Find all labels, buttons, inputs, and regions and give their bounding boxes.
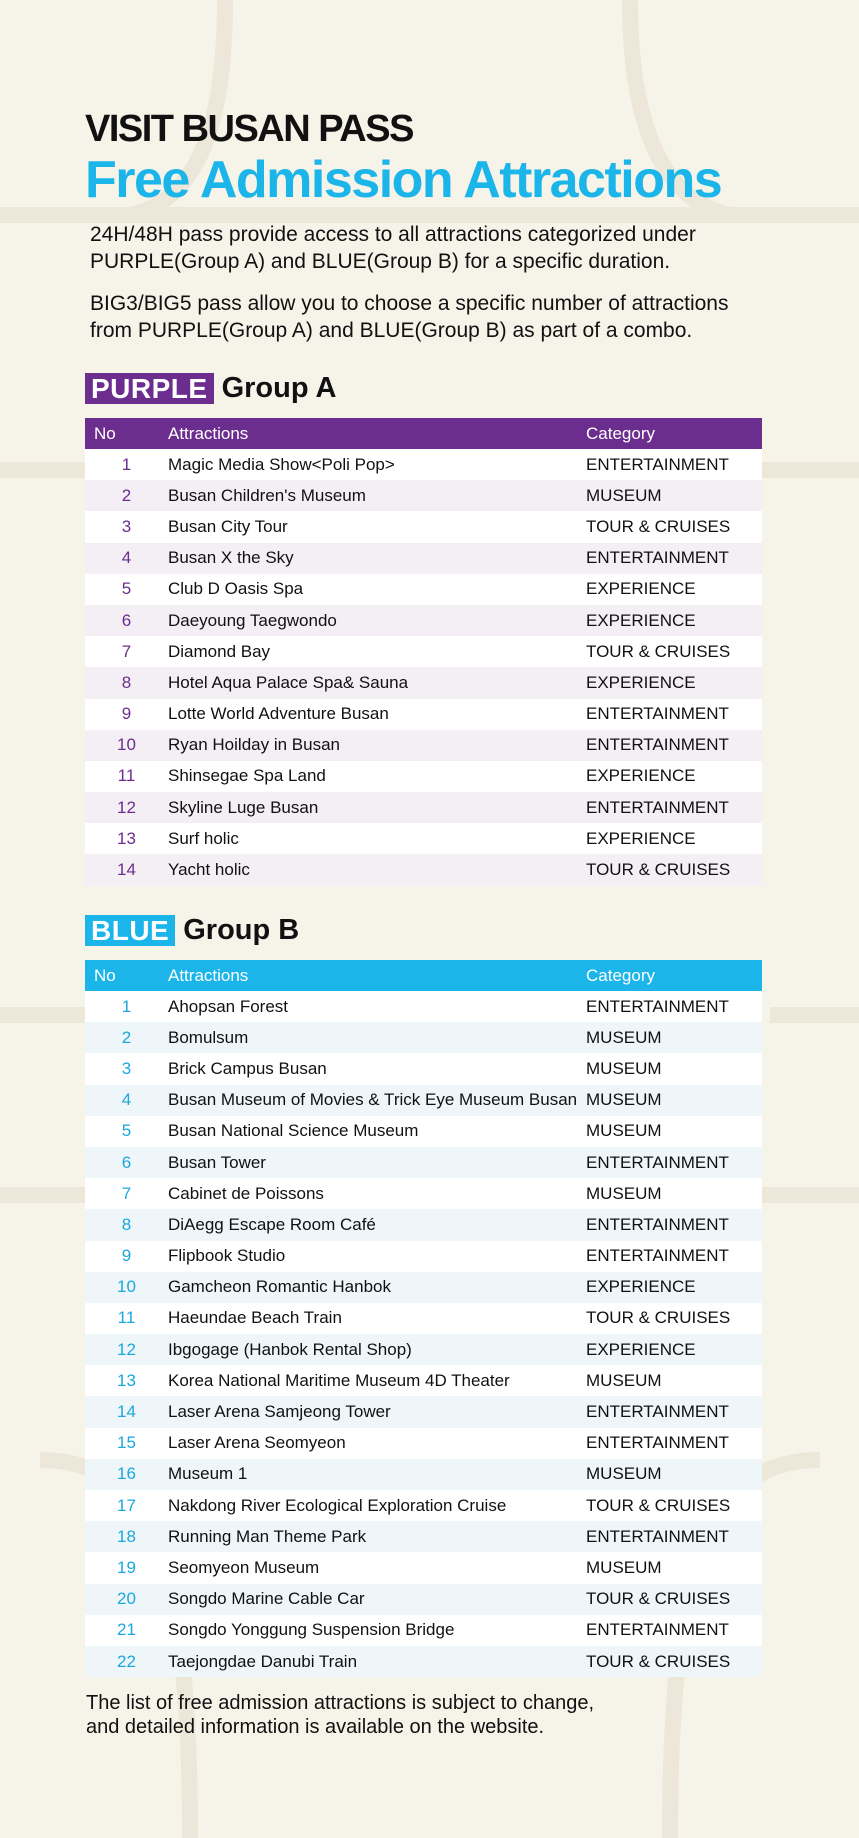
row-number	[85, 1428, 168, 1459]
row-number-text: 22	[117, 1651, 136, 1671]
attraction-category-text: ENTERTAINMENT	[586, 1246, 729, 1266]
row-number-text: 4	[121, 548, 132, 568]
attraction-name	[168, 605, 586, 636]
group-a-name: Group A	[221, 371, 337, 404]
attraction-name-text: Flipbook Studio	[168, 1246, 286, 1266]
row-number	[85, 1116, 168, 1147]
attraction-category-text: ENTERTAINMENT	[586, 1620, 729, 1640]
row-number	[85, 1241, 168, 1272]
row-number	[85, 1053, 168, 1084]
attraction-name	[168, 667, 586, 698]
attraction-category-text: ENTERTAINMENT	[586, 1526, 729, 1546]
row-number-text: 7	[121, 641, 132, 661]
attraction-name	[168, 1147, 586, 1178]
attraction-name-text: Running Man Theme Park	[168, 1526, 367, 1546]
table-header-row	[85, 960, 762, 991]
attraction-category-text: ENTERTAINMENT	[586, 1402, 729, 1422]
table-row	[85, 1490, 762, 1521]
attraction-name	[168, 1116, 586, 1147]
attraction-name-text: Museum 1	[168, 1464, 248, 1484]
attraction-category	[586, 605, 762, 636]
table-row	[85, 511, 762, 542]
row-number-text: 11	[117, 1308, 136, 1328]
attraction-name	[168, 1615, 586, 1646]
row-number-text: 1	[121, 454, 132, 474]
row-number	[85, 1272, 168, 1303]
attraction-name-text: Yacht holic	[168, 860, 250, 880]
attraction-name	[168, 1053, 586, 1084]
attraction-category-text: EXPERIENCE	[586, 610, 696, 630]
attraction-category	[586, 699, 762, 730]
attraction-name-text: Brick Campus Busan	[168, 1058, 327, 1078]
row-number-text: 16	[117, 1464, 136, 1484]
attraction-name	[168, 1334, 586, 1365]
row-number	[85, 1521, 168, 1552]
row-number	[85, 699, 168, 730]
attraction-name-text: Laser Arena Seomyeon	[168, 1433, 346, 1453]
attraction-category-text: ENTERTAINMENT	[586, 1152, 729, 1172]
row-number-text: 14	[117, 860, 136, 880]
row-number	[85, 1303, 168, 1334]
row-number-text: 6	[121, 610, 132, 630]
row-number-text: 5	[121, 579, 132, 599]
table-row	[85, 1241, 762, 1272]
attraction-name	[168, 480, 586, 511]
attraction-name-text: Busan X the Sky	[168, 548, 294, 568]
attraction-category-text: EXPERIENCE	[586, 766, 696, 786]
table-row	[85, 543, 762, 574]
column-header-attractions: Attractions	[168, 960, 586, 991]
attraction-name-text: Korea National Maritime Museum 4D Theater	[168, 1370, 510, 1390]
row-number-text: 12	[117, 797, 136, 817]
intro-paragraph-duration: 24H/48H pass provide access to all attractions categorized under PURPLE(Group A) and BLUE(Group B) for a specific duration.	[90, 223, 696, 273]
attraction-category	[586, 480, 762, 511]
attraction-category	[586, 1085, 762, 1116]
attraction-category-text: TOUR & CRUISES	[586, 1651, 731, 1671]
attraction-name	[168, 1521, 586, 1552]
table-row	[85, 1116, 762, 1147]
attraction-category	[586, 1365, 762, 1396]
attraction-name-text: Daeyoung Taegwondo	[168, 610, 337, 630]
table-row	[85, 1552, 762, 1583]
row-number-text: 1	[121, 996, 132, 1016]
table-row	[85, 1085, 762, 1116]
row-number	[85, 1646, 168, 1677]
attraction-name-text: Shinsegae Spa Land	[168, 766, 326, 786]
attraction-category	[586, 1334, 762, 1365]
attraction-category-text: ENTERTAINMENT	[586, 1433, 729, 1453]
table-row	[85, 1053, 762, 1084]
group-b-heading	[85, 913, 299, 947]
column-header-no: No	[85, 960, 168, 991]
row-number-text: 13	[117, 828, 136, 848]
table-row	[85, 1303, 762, 1334]
attraction-category	[586, 1490, 762, 1521]
attraction-name	[168, 1646, 586, 1677]
attraction-name	[168, 1584, 586, 1615]
attraction-category	[586, 854, 762, 885]
table-row	[85, 792, 762, 823]
table-row	[85, 574, 762, 605]
attraction-name	[168, 699, 586, 730]
row-number-text: 13	[117, 1370, 136, 1390]
attraction-category	[586, 1022, 762, 1053]
attraction-category-text: MUSEUM	[586, 1027, 662, 1047]
row-number	[85, 730, 168, 761]
attraction-name-text: Songdo Marine Cable Car	[168, 1589, 365, 1609]
table-row	[85, 1396, 762, 1427]
column-header-no: No	[85, 418, 168, 449]
row-number-text: 9	[121, 704, 132, 724]
group-b-tag: BLUE	[85, 915, 175, 946]
attraction-name	[168, 1085, 586, 1116]
row-number	[85, 1552, 168, 1583]
attraction-category-text: ENTERTAINMENT	[586, 704, 729, 724]
attraction-category-text: ENTERTAINMENT	[586, 735, 729, 755]
attraction-category	[586, 1646, 762, 1677]
row-number-text: 19	[117, 1557, 136, 1577]
row-number-text: 4	[121, 1090, 132, 1110]
attraction-name-text: Songdo Yonggung Suspension Bridge	[168, 1620, 455, 1640]
attraction-name-text: Laser Arena Samjeong Tower	[168, 1402, 391, 1422]
row-number	[85, 1490, 168, 1521]
attraction-category-text: EXPERIENCE	[586, 579, 696, 599]
attraction-category-text: MUSEUM	[586, 1183, 662, 1203]
table-row	[85, 730, 762, 761]
table-row	[85, 1584, 762, 1615]
attraction-name	[168, 543, 586, 574]
attraction-category	[586, 1521, 762, 1552]
attraction-name	[168, 1396, 586, 1427]
table-row	[85, 854, 762, 885]
row-number	[85, 1584, 168, 1615]
attraction-category	[586, 1178, 762, 1209]
attraction-category	[586, 761, 762, 792]
row-number	[85, 761, 168, 792]
table-row	[85, 667, 762, 698]
row-number-text: 14	[117, 1402, 136, 1422]
attraction-name	[168, 449, 586, 480]
attraction-category	[586, 823, 762, 854]
row-number	[85, 667, 168, 698]
table-row	[85, 1459, 762, 1490]
row-number-text: 8	[121, 1214, 132, 1234]
row-number-text: 15	[117, 1433, 136, 1453]
attraction-name	[168, 854, 586, 885]
attraction-category-text: MUSEUM	[586, 1557, 662, 1577]
row-number	[85, 1365, 168, 1396]
attraction-category-text: MUSEUM	[586, 1464, 662, 1484]
attraction-name-text: Ibgogage (Hanbok Rental Shop)	[168, 1339, 412, 1359]
attraction-name	[168, 1241, 586, 1272]
attraction-category-text: TOUR & CRUISES	[586, 860, 731, 880]
attraction-category	[586, 1584, 762, 1615]
attraction-name-text: Gamcheon Romantic Hanbok	[168, 1277, 392, 1297]
row-number	[85, 854, 168, 885]
attraction-category	[586, 1396, 762, 1427]
attraction-category	[586, 1428, 762, 1459]
attraction-name	[168, 574, 586, 605]
attraction-name	[168, 761, 586, 792]
row-number	[85, 636, 168, 667]
attraction-name-text: Busan City Tour	[168, 516, 288, 536]
table-row	[85, 449, 762, 480]
table-row	[85, 1178, 762, 1209]
row-number	[85, 1085, 168, 1116]
row-number-text: 20	[117, 1589, 136, 1609]
attraction-category-text: EXPERIENCE	[586, 1339, 696, 1359]
row-number	[85, 1209, 168, 1240]
row-number-text: 3	[121, 516, 132, 536]
attraction-name-text: Club D Oasis Spa	[168, 579, 304, 599]
table-row	[85, 1646, 762, 1677]
attraction-name-text: Busan Tower	[168, 1152, 266, 1172]
row-number-text: 2	[121, 485, 132, 505]
attraction-category	[586, 449, 762, 480]
group-a-tag: PURPLE	[85, 373, 214, 404]
column-header-attractions: Attractions	[168, 418, 586, 449]
attraction-name-text: Ahopsan Forest	[168, 996, 289, 1016]
table-row	[85, 605, 762, 636]
attraction-name-text: Busan Museum of Movies & Trick Eye Museum Busan	[168, 1090, 578, 1110]
row-number-text: 6	[121, 1152, 132, 1172]
row-number	[85, 1022, 168, 1053]
table-row	[85, 1272, 762, 1303]
attraction-category-text: ENTERTAINMENT	[586, 454, 729, 474]
row-number	[85, 991, 168, 1022]
table-row	[85, 1147, 762, 1178]
table-row	[85, 1209, 762, 1240]
attraction-name	[168, 511, 586, 542]
table-row	[85, 823, 762, 854]
attraction-category	[586, 1272, 762, 1303]
table-row	[85, 699, 762, 730]
attraction-name-text: Lotte World Adventure Busan	[168, 704, 389, 724]
attraction-category	[586, 636, 762, 667]
attraction-name-text: Cabinet de Poissons	[168, 1183, 324, 1203]
attraction-category	[586, 730, 762, 761]
attraction-name-text: Magic Media Show<Poli Pop>	[168, 454, 395, 474]
attraction-name	[168, 823, 586, 854]
attraction-category	[586, 667, 762, 698]
attraction-category	[586, 1053, 762, 1084]
attraction-category	[586, 574, 762, 605]
row-number-text: 12	[117, 1339, 136, 1359]
group-a-table	[85, 418, 762, 886]
attraction-name	[168, 730, 586, 761]
page-subtitle: Free Admission Attractions	[85, 151, 722, 209]
attraction-category	[586, 792, 762, 823]
row-number	[85, 1334, 168, 1365]
attraction-category	[586, 1209, 762, 1240]
row-number	[85, 792, 168, 823]
attraction-name	[168, 1022, 586, 1053]
row-number-text: 18	[117, 1526, 136, 1546]
intro-paragraph-combo: BIG3/BIG5 pass allow you to choose a specific number of attractions from PURPLE(Group A) and BLUE(Group B) as part of a combo.	[90, 292, 729, 342]
table-row	[85, 1334, 762, 1365]
footer-note-line-1: The list of free admission attractions is subject to change,	[86, 1692, 595, 1714]
row-number-text: 8	[121, 672, 132, 692]
row-number-text: 10	[117, 735, 136, 755]
table-row	[85, 1521, 762, 1552]
footer-note-line-2: and detailed information is available on the website.	[86, 1716, 545, 1738]
table-row	[85, 636, 762, 667]
attraction-category	[586, 991, 762, 1022]
attraction-category-text: ENTERTAINMENT	[586, 797, 729, 817]
group-b-name: Group B	[183, 913, 300, 946]
attraction-name	[168, 1272, 586, 1303]
row-number	[85, 1178, 168, 1209]
attraction-name-text: Hotel Aqua Palace Spa& Sauna	[168, 672, 409, 692]
row-number	[85, 574, 168, 605]
attraction-category-text: MUSEUM	[586, 1090, 662, 1110]
attraction-category-text: TOUR & CRUISES	[586, 1308, 731, 1328]
attraction-category-text: MUSEUM	[586, 1058, 662, 1078]
attraction-name	[168, 1428, 586, 1459]
attraction-category	[586, 1147, 762, 1178]
attraction-category-text: TOUR & CRUISES	[586, 641, 731, 661]
attraction-category-text: TOUR & CRUISES	[586, 1589, 731, 1609]
attraction-category	[586, 1303, 762, 1334]
row-number	[85, 1615, 168, 1646]
attraction-category-text: EXPERIENCE	[586, 828, 696, 848]
row-number-text: 7	[121, 1183, 132, 1203]
row-number-text: 9	[121, 1246, 132, 1266]
row-number-text: 10	[117, 1277, 136, 1297]
group-a-table-body	[85, 449, 762, 886]
table-header-row	[85, 418, 762, 449]
attraction-category	[586, 1552, 762, 1583]
attraction-category	[586, 511, 762, 542]
attraction-name-text: Busan National Science Museum	[168, 1121, 419, 1141]
table-row	[85, 1615, 762, 1646]
attraction-category-text: ENTERTAINMENT	[586, 996, 729, 1016]
attraction-name	[168, 636, 586, 667]
attraction-category-text: TOUR & CRUISES	[586, 1495, 731, 1515]
attraction-name-text: Haeundae Beach Train	[168, 1308, 342, 1328]
footer-note	[86, 1691, 766, 1739]
attraction-category	[586, 543, 762, 574]
row-number	[85, 543, 168, 574]
attraction-name	[168, 1365, 586, 1396]
group-b-table-body	[85, 991, 762, 1677]
column-header-category: Category	[586, 960, 762, 991]
attraction-name	[168, 1490, 586, 1521]
attraction-name	[168, 1459, 586, 1490]
attraction-category-text: MUSEUM	[586, 1370, 662, 1390]
row-number-text: 21	[117, 1620, 136, 1640]
attraction-category-text: ENTERTAINMENT	[586, 548, 729, 568]
attraction-name	[168, 1209, 586, 1240]
table-row	[85, 1022, 762, 1053]
row-number	[85, 1147, 168, 1178]
row-number-text: 17	[117, 1495, 136, 1515]
table-row	[85, 1365, 762, 1396]
row-number	[85, 1396, 168, 1427]
attraction-name-text: Surf holic	[168, 828, 239, 848]
attraction-category-text: MUSEUM	[586, 1121, 662, 1141]
attraction-category	[586, 1241, 762, 1272]
row-number	[85, 823, 168, 854]
row-number-text: 11	[117, 766, 136, 786]
table-row	[85, 1428, 762, 1459]
attraction-name-text: Busan Children's Museum	[168, 485, 366, 505]
attraction-name-text: Skyline Luge Busan	[168, 797, 319, 817]
group-a-heading	[85, 371, 337, 405]
row-number	[85, 480, 168, 511]
attraction-category-text: EXPERIENCE	[586, 672, 696, 692]
table-row	[85, 480, 762, 511]
attraction-category-text: TOUR & CRUISES	[586, 516, 731, 536]
row-number	[85, 1459, 168, 1490]
row-number	[85, 605, 168, 636]
attraction-name-text: Ryan Hoilday in Busan	[168, 735, 340, 755]
attraction-name-text: Diamond Bay	[168, 641, 271, 661]
page-title: VISIT BUSAN PASS	[85, 108, 413, 150]
attraction-category	[586, 1459, 762, 1490]
attraction-name-text: Nakdong River Ecological Exploration Cruise	[168, 1495, 507, 1515]
attraction-name-text: Taejongdae Danubi Train	[168, 1651, 358, 1671]
row-number-text: 2	[121, 1027, 132, 1047]
row-number	[85, 511, 168, 542]
attraction-name	[168, 792, 586, 823]
column-header-category: Category	[586, 418, 762, 449]
attraction-category-text: ENTERTAINMENT	[586, 1214, 729, 1234]
attraction-name	[168, 1303, 586, 1334]
table-row	[85, 761, 762, 792]
table-row	[85, 991, 762, 1022]
row-number-text: 3	[121, 1058, 132, 1078]
attraction-name-text: DiAegg Escape Room Café	[168, 1214, 376, 1234]
group-b-table	[85, 960, 762, 1677]
attraction-name	[168, 1552, 586, 1583]
attraction-category-text: EXPERIENCE	[586, 1277, 696, 1297]
attraction-name	[168, 1178, 586, 1209]
row-number-text: 5	[121, 1121, 132, 1141]
attraction-name-text: Seomyeon Museum	[168, 1557, 320, 1577]
attraction-category-text: MUSEUM	[586, 485, 662, 505]
attraction-category	[586, 1116, 762, 1147]
row-number	[85, 449, 168, 480]
attraction-name	[168, 991, 586, 1022]
attraction-category	[586, 1615, 762, 1646]
attraction-name-text: Bomulsum	[168, 1027, 249, 1047]
